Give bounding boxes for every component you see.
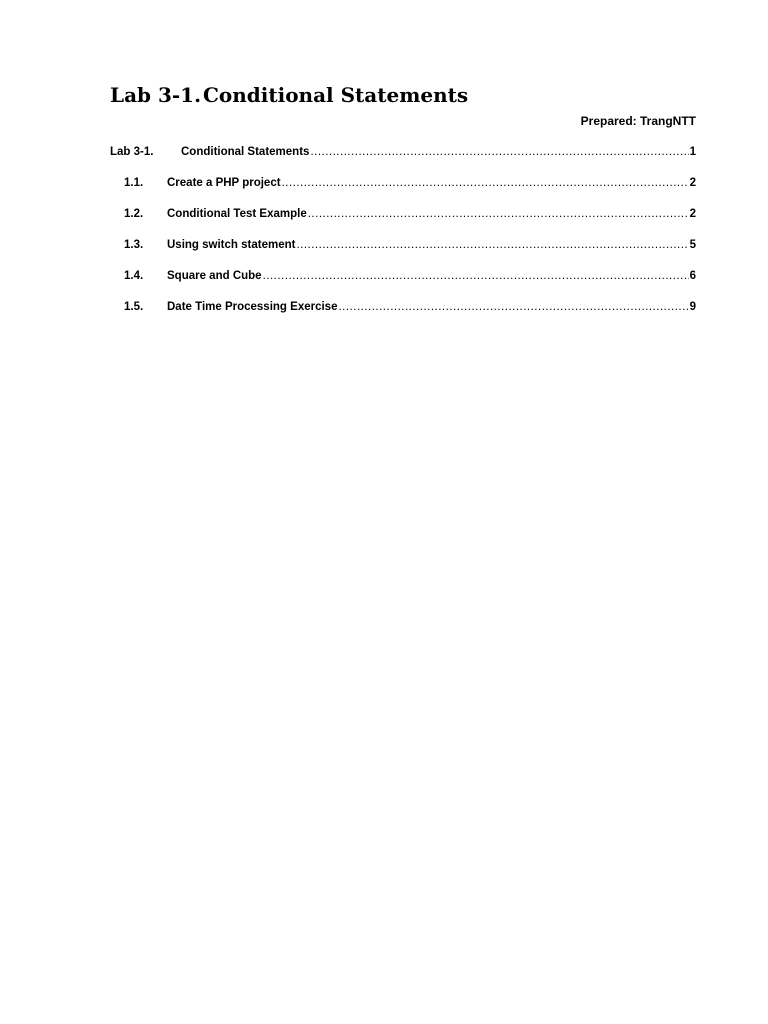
- toc-dot-leader: [296, 236, 688, 254]
- toc-entry-title: Conditional Statements: [181, 146, 310, 158]
- toc-entry-title: Square and Cube: [167, 270, 262, 282]
- prepared-by: Prepared: TrangNTT: [580, 114, 696, 128]
- toc-entry-title: Create a PHP project: [167, 177, 281, 189]
- toc-dot-leader: [310, 143, 688, 161]
- title-number: Lab 3-1.: [110, 83, 202, 107]
- title-text: Conditional Statements: [203, 83, 469, 107]
- toc-dot-leader: [282, 174, 689, 192]
- toc-dot-leader: [308, 205, 689, 223]
- toc-entry-number: 1.2.: [124, 208, 144, 220]
- toc-entry-1-4[interactable]: [110, 267, 696, 285]
- toc-entry-title: Using switch statement: [167, 239, 296, 251]
- toc-entry-1-5[interactable]: [110, 298, 696, 316]
- toc-entry-page: 9: [689, 301, 696, 313]
- toc-entry-lab-3-1[interactable]: [110, 143, 696, 161]
- toc-entry-1-3[interactable]: [110, 236, 696, 254]
- toc-entry-1-1[interactable]: [110, 174, 696, 192]
- toc-entry-number: Lab 3-1.: [110, 146, 154, 158]
- toc-entry-title: Date Time Processing Exercise: [167, 301, 338, 313]
- toc-dot-leader: [263, 267, 689, 285]
- toc-dot-leader: [338, 298, 688, 316]
- toc-entry-page: 5: [689, 239, 696, 251]
- toc-entry-1-2[interactable]: [110, 205, 696, 223]
- toc-entry-page: 2: [689, 208, 696, 220]
- toc-entry-page: 6: [689, 270, 696, 282]
- toc-entry-number: 1.5.: [124, 301, 144, 313]
- toc-entry-title: Conditional Test Example: [167, 208, 307, 220]
- toc-entry-number: 1.4.: [124, 270, 144, 282]
- toc-entry-number: 1.1.: [124, 177, 144, 189]
- toc-entry-number: 1.3.: [124, 239, 144, 251]
- toc-entry-page: 2: [689, 177, 696, 189]
- page-title: [110, 80, 468, 110]
- toc-entry-page: 1: [689, 146, 696, 158]
